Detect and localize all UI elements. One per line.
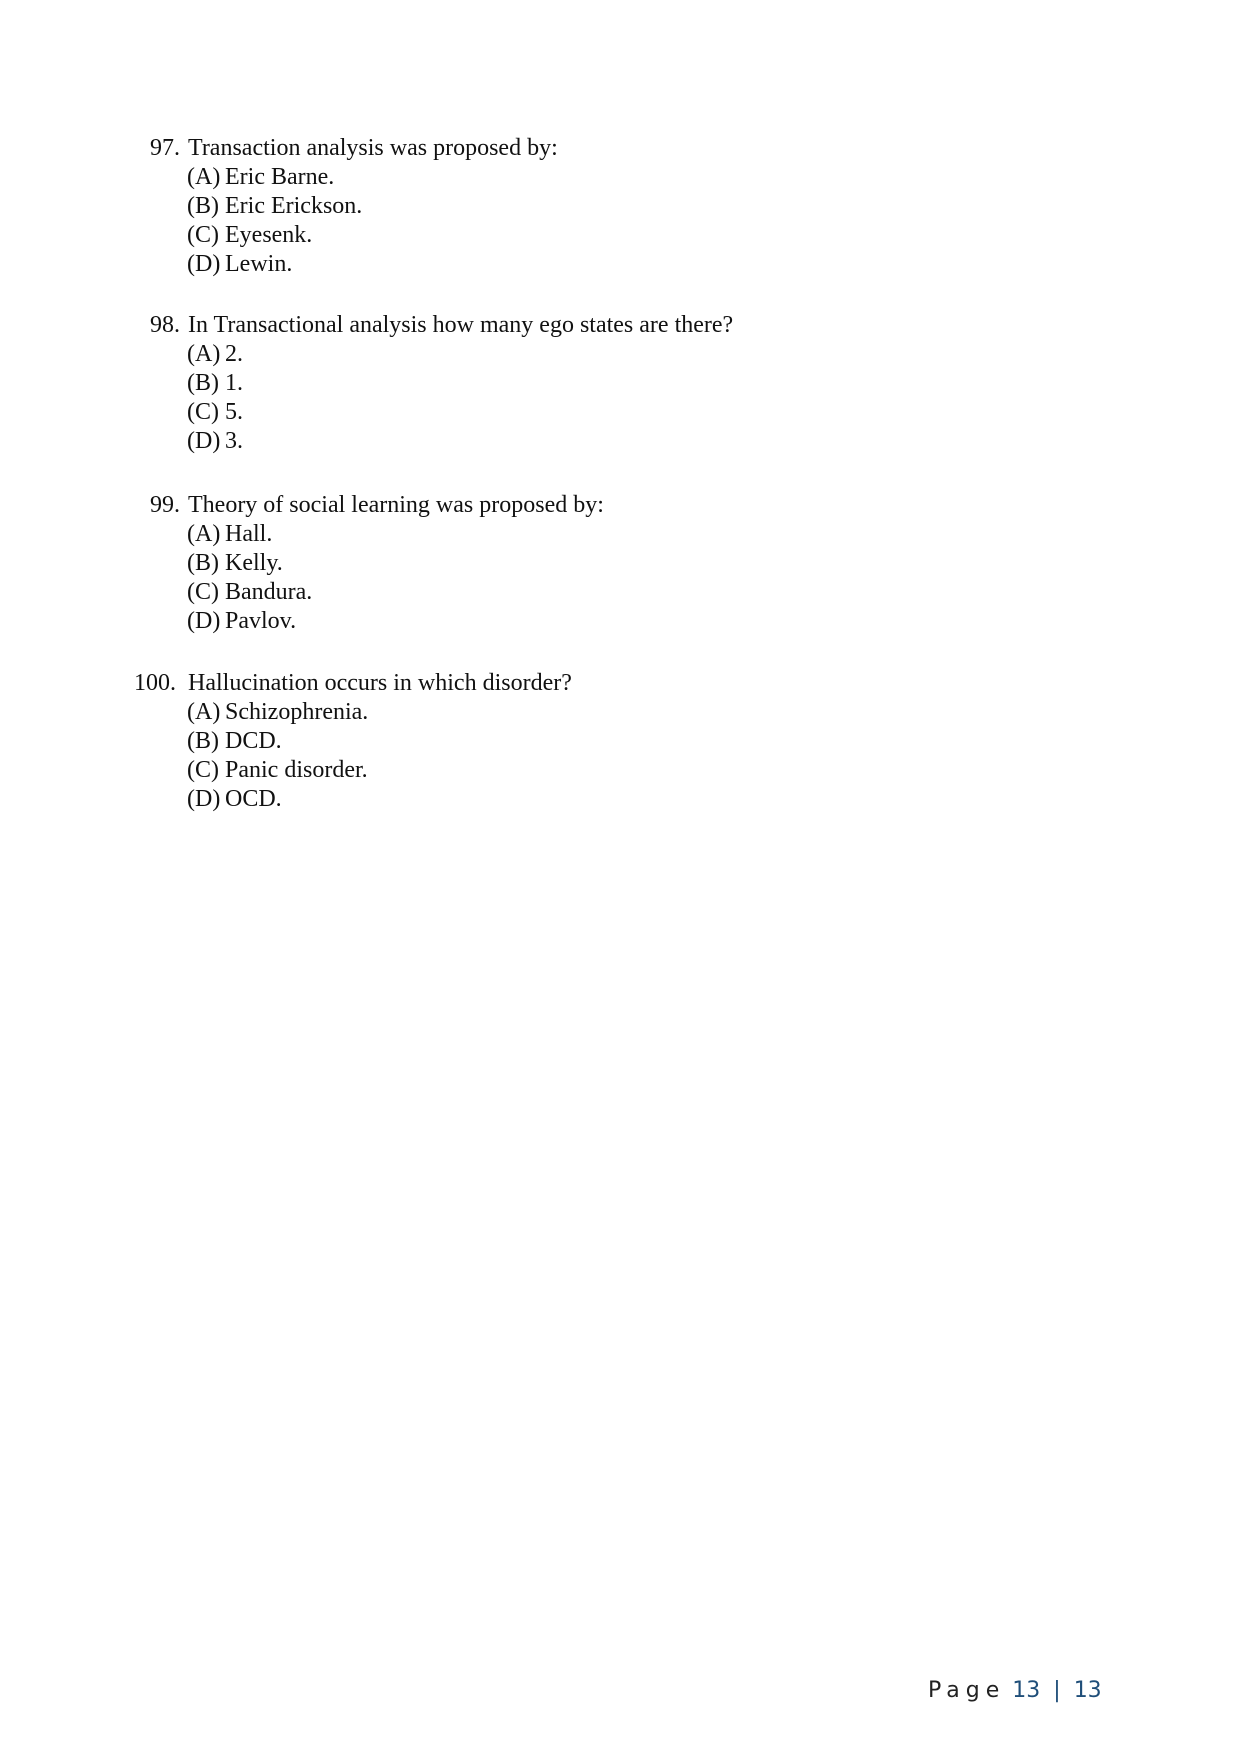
option-letter: (B) bbox=[187, 550, 219, 576]
question-100 bbox=[0, 668, 1100, 814]
option-c bbox=[0, 578, 1100, 607]
option-letter: (A) bbox=[187, 699, 221, 725]
question-stem bbox=[0, 490, 1100, 520]
question-text: Theory of social learning was proposed by: bbox=[188, 492, 604, 518]
option-a bbox=[0, 520, 1100, 549]
option-text: Pavlov. bbox=[225, 608, 297, 634]
current-page-number: 13 bbox=[1012, 1678, 1041, 1703]
question-stem bbox=[0, 310, 1100, 340]
question-text: Hallucination occurs in which disorder? bbox=[188, 670, 572, 696]
page-footer bbox=[928, 1676, 1102, 1706]
option-letter: (A) bbox=[187, 341, 221, 367]
option-c bbox=[0, 398, 1100, 427]
option-text: 5. bbox=[225, 399, 243, 425]
option-c bbox=[0, 756, 1100, 785]
option-text: DCD. bbox=[225, 728, 282, 754]
option-a bbox=[0, 698, 1100, 727]
option-text: Hall. bbox=[225, 521, 273, 547]
question-stem bbox=[0, 668, 1100, 698]
option-d bbox=[0, 607, 1100, 636]
option-text: Kelly. bbox=[225, 550, 283, 576]
question-number: 98. bbox=[150, 312, 180, 338]
option-letter: (C) bbox=[187, 757, 219, 783]
option-b bbox=[0, 727, 1100, 756]
option-d bbox=[0, 427, 1100, 456]
page-label: Page bbox=[928, 1678, 1006, 1703]
option-text: 3. bbox=[225, 428, 243, 454]
question-stem bbox=[0, 133, 1100, 163]
option-letter: (C) bbox=[187, 399, 219, 425]
question-text: In Transactional analysis how many ego states are there? bbox=[188, 312, 734, 338]
option-text: Eric Barne. bbox=[225, 164, 335, 190]
option-letter: (B) bbox=[187, 193, 219, 219]
option-a bbox=[0, 163, 1100, 192]
option-letter: (D) bbox=[187, 251, 221, 277]
question-number: 97. bbox=[150, 135, 180, 161]
question-98 bbox=[0, 310, 1100, 456]
option-letter: (C) bbox=[187, 222, 219, 248]
option-text: Eyesenk. bbox=[225, 222, 313, 248]
option-text: Lewin. bbox=[225, 251, 293, 277]
option-d bbox=[0, 250, 1100, 279]
option-letter: (C) bbox=[187, 579, 219, 605]
total-pages-number: 13 bbox=[1073, 1678, 1102, 1703]
option-d bbox=[0, 785, 1100, 814]
option-a bbox=[0, 340, 1100, 369]
question-number: 99. bbox=[150, 492, 180, 518]
option-text: Schizophrenia. bbox=[225, 699, 369, 725]
option-text: Panic disorder. bbox=[225, 757, 368, 783]
option-b bbox=[0, 192, 1100, 221]
option-letter: (A) bbox=[187, 521, 221, 547]
option-b bbox=[0, 549, 1100, 578]
option-c bbox=[0, 221, 1100, 250]
option-letter: (D) bbox=[187, 786, 221, 812]
option-text: Bandura. bbox=[225, 579, 313, 605]
question-99 bbox=[0, 490, 1100, 636]
option-letter: (D) bbox=[187, 608, 221, 634]
option-letter: (B) bbox=[187, 728, 219, 754]
option-text: 1. bbox=[225, 370, 243, 396]
option-letter: (B) bbox=[187, 370, 219, 396]
option-letter: (A) bbox=[187, 164, 221, 190]
page-separator: | bbox=[1053, 1678, 1061, 1703]
option-text: 2. bbox=[225, 341, 243, 367]
option-text: Eric Erickson. bbox=[225, 193, 363, 219]
question-text: Transaction analysis was proposed by: bbox=[188, 135, 558, 161]
option-b bbox=[0, 369, 1100, 398]
question-97 bbox=[0, 133, 1100, 279]
option-text: OCD. bbox=[225, 786, 282, 812]
option-letter: (D) bbox=[187, 428, 221, 454]
question-number: 100. bbox=[134, 670, 176, 696]
